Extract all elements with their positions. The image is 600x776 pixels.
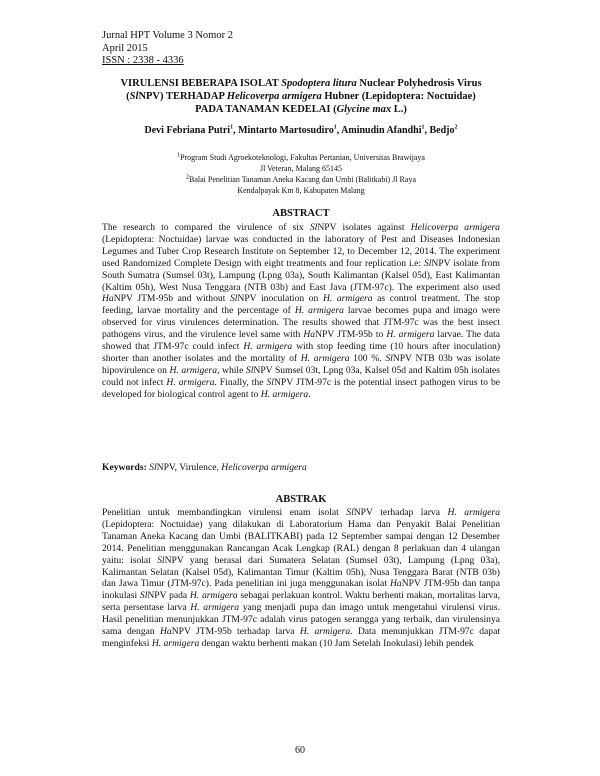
keyword: Sl [149,462,157,473]
title-text: VIRULENSI BEBERAPA ISOLAT [120,78,282,89]
page-number: 60 [295,745,305,756]
author-name: Bedjo [429,125,455,136]
title-text: L.) [391,104,407,115]
title-text: ( [126,91,130,102]
author-name: Mintarto Martosudiro [238,125,334,136]
journal-date: April 2015 [102,42,148,54]
title-text: NPV) TERHADAP [138,91,227,102]
keywords-label: Keywords: [102,462,150,473]
title-text: Nuclear Polyhedrosis Virus [356,78,482,89]
author-list: Devi Febriana Putri$^1$, Mintarto Martosudiro$^1$, Aminudin Afandhi$^1$, Bedjo$^2$ [144,124,458,136]
journal-issn: ISSN : 2338 - 4336 [102,55,184,66]
title-species: Glycine max [336,104,392,115]
title-species: Helicoverpa armigera [226,91,322,102]
abstract-heading: ABSTRACT [272,208,330,219]
abstrak-heading: ABSTRAK [275,494,327,505]
affiliation-line: Balai Penelitian Tanaman Aneka Kacang dan Umbi (Balitkabi) Jl Raya [188,175,416,184]
affiliation-line: Jl Veteran, Malang 65145 [259,164,343,173]
author-affil-mark: 1 [421,124,425,131]
affil-mark: 2 [185,174,189,181]
affil-mark: 1 [177,152,181,159]
author-affil-mark: 1 [230,124,234,131]
paper-title [96,77,506,116]
title-species: Sl [129,91,139,102]
affiliation-line: Program Studi Agroekoteknologi, Fakultas Pertanian, Universitas Brawijaya [180,153,425,162]
title-text: Hubner (Lepidoptera: Noctuidae) [321,91,476,102]
author-affil-mark: 2 [454,124,458,131]
affiliations [96,152,506,196]
title-species: Spodoptera litura [281,78,357,89]
keywords [102,462,500,474]
author-affil-mark: 1 [333,124,337,131]
keyword: Helicoverpa armigera [221,462,307,473]
journal-name: Jurnal HPT Volume 3 Nomor 2 [102,30,233,41]
journal-info [102,30,233,68]
affiliation-line: Kendalpayak Km 8, Kabupaten Malang [237,186,365,195]
title-text: PADA TANAMAN KEDELAI ( [195,104,337,115]
abstrak-body: Penelitian untuk membandingkan virulensi enam isolat SlNPV terhadap larva H. armigera (Lepidoptera: Noctuidae) yang dilakukan di Laboratorium Hama dan Penyakit Balai Penelitian Tanaman Aneka Kacang dan Umbi (BALITKABI) pada 12 September sampai dengan 12 Desember 2014. Penelitian menggunakan Rancangan Acak Lengkap (RAL) dengan 8 perlakuan dan 4 ulangan yaitu: isolat SlNPV yang berasal dari Sumatera Selatan (Sumsel 03t), Lampung (Lpng 03a), Kalimantan Selatan (Kalsel 05d), Kalimantan Timur (Kaltim 05h), Nusa Tenggara Barat (NTB 03b) dan Jawa Timur (JTM-97c). Pada penelitian ini juga menggunakan isolat HaNPV JTM-95b dan tanpa inokulasi SlNPV pada H. armigera sebagai perlakuan kontrol. Waktu berhenti makan, mortalitas larva, serta persentase larva H. armigera yang menjadi pupa dan imago untuk mengetahui virulensi virus. Hasil penelitian menunjukkan JTM-97c adalah virus patogen serangga yang terbaik, dan virulensinya sama dengan HaNPV JTM-95b terhadap larva H. armigera. Data menunjukkan JTM-97c dapat menginfeksi H. armigera dengan waktu berhenti makan (10 Jam Setelah Inokulasi) lebih pendek [102,507,501,649]
author-name: Aminudin Afandhi [341,125,422,136]
keyword: NPV, Virulence, [156,462,222,473]
author-name: Devi Febriana Putri [144,125,231,136]
abstract-body: The research to compared the virulence of six SlNPV isolates against Helicoverpa armigera (Lepidoptera: Noctuidae) larvae was conducted in the laboratory of Pest and Diseases Indonesian Legumes and Tuber Crop Research Institute on September 12, to December 12, 2014. The experiment used Randomized Complete Design with eight treatments and four replication i.e: SlNPV isolate from South Sumatra (Sumsel 03t), Lampung (Lpng 03a), South Kalimantan (Kalsel 05d), East Kalimantan (Kaltim 05h), West Nusa Tenggara (NTB 03b) and East Java (JTM-97c). The experiment also used HaNPV JTM-95b and without SlNPV inoculation on H. armigera as control treatment. The stop feeding, larvae mortality and the percentage of H. armigera larvae becomes pupa and imago were observed for virus virulences determination. The results showed that JTM-97c was the best insect pathogens virus, and the virulence level same with HaNPV JTM-95b to H. armigera larvae. The data showed that JTM-97c could infect H. armigera with stop feeding time (10 hours after inoculation) shorter than another isolates and the mortality of H. armigera 100 %. SlNPV NTB 03b was isolate hipovirulence on H. armigera, while SlNPV Sumsel 03t, Lpng 03a, Kalsel 05d and Kaltim 05h isolates could not infect H. armigera. Finally, the SlNPV JTM-97c is the potential insect pathogen virus to be developed for biological control agent to H. armigera. [102,222,501,400]
